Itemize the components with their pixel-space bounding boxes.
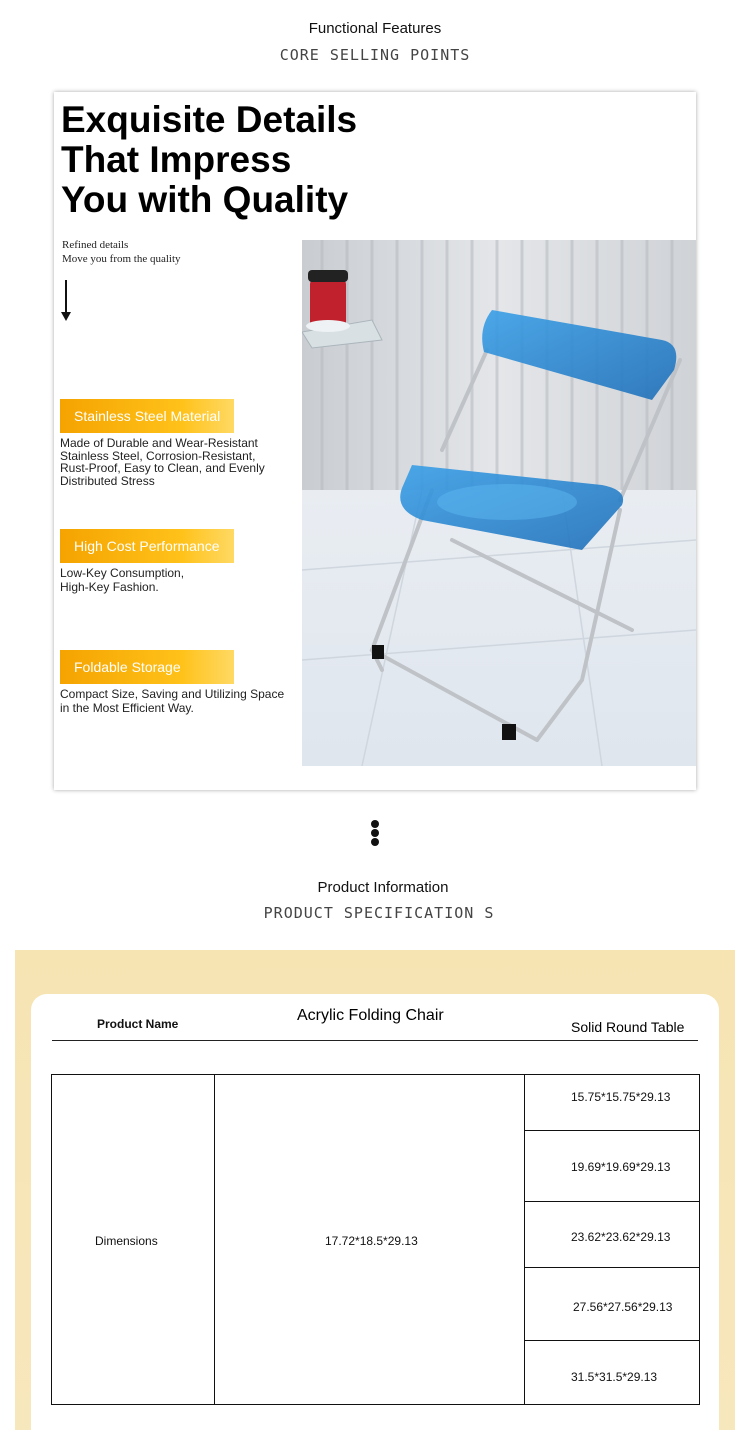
refined-line-1: Refined details bbox=[62, 239, 129, 251]
divider-dot-icon bbox=[371, 838, 379, 846]
info-subtitle: PRODUCT SPECIFICATION S bbox=[263, 904, 495, 922]
table-dimension-2: 19.69*19.69*29.13 bbox=[571, 1160, 671, 1174]
refined-line-2: Move you from the quality bbox=[62, 253, 181, 265]
desc-line: Compact Size, Saving and Utilizing Space bbox=[60, 687, 285, 701]
feature-label-cost: High Cost Performance bbox=[60, 529, 234, 563]
header-product-name: Product Name bbox=[97, 1017, 179, 1031]
headline bbox=[61, 100, 357, 220]
headline-line-1: Exquisite Details bbox=[61, 99, 358, 140]
table-dimension-1: 15.75*15.75*29.13 bbox=[571, 1090, 671, 1104]
table-dimension-5: 31.5*31.5*29.13 bbox=[571, 1370, 658, 1384]
features-title: Functional Features bbox=[308, 20, 442, 37]
feature-desc-stainless bbox=[60, 437, 296, 487]
feature-desc-cost bbox=[60, 567, 296, 594]
desc-line: in the Most Efficient Way. bbox=[60, 700, 194, 715]
chair-illustration bbox=[302, 240, 696, 766]
dimensions-label: Dimensions bbox=[95, 1234, 158, 1248]
down-arrow-head-icon bbox=[61, 312, 71, 321]
header-chair: Acrylic Folding Chair bbox=[297, 1007, 444, 1024]
header-divider bbox=[52, 1040, 698, 1041]
desc-line: Distributed Stress bbox=[60, 473, 155, 488]
chair-photo bbox=[302, 240, 696, 766]
header-table: Solid Round Table bbox=[571, 1019, 685, 1035]
desc-line: Low-Key Consumption, bbox=[60, 566, 185, 580]
headline-line-3: You with Quality bbox=[61, 179, 349, 220]
desc-line: Made of Durable and Wear-Resistant bbox=[60, 436, 258, 450]
headline-line-2: That Impress bbox=[61, 139, 292, 180]
divider-dot-icon bbox=[371, 829, 379, 837]
features-subtitle: CORE SELLING POINTS bbox=[279, 46, 471, 64]
feature-label-stainless: Stainless Steel Material bbox=[60, 399, 234, 433]
desc-line: Stainless Steel, Corrosion-Resistant, bbox=[60, 448, 256, 463]
divider-dot-icon bbox=[371, 820, 379, 828]
desc-line: Rust-Proof, Easy to Clean, and Evenly bbox=[60, 461, 265, 475]
info-title: Product Information bbox=[317, 879, 449, 896]
refined-details bbox=[62, 238, 181, 266]
feature-desc-foldable bbox=[60, 688, 296, 715]
desc-line: High-Key Fashion. bbox=[60, 579, 159, 594]
feature-label-foldable: Foldable Storage bbox=[60, 650, 234, 684]
down-arrow-icon bbox=[65, 280, 67, 316]
table-dimension-3: 23.62*23.62*29.13 bbox=[571, 1230, 671, 1244]
feature-card bbox=[54, 92, 696, 790]
table-dimension-4: 27.56*27.56*29.13 bbox=[573, 1300, 673, 1314]
chair-dimensions: 17.72*18.5*29.13 bbox=[325, 1234, 418, 1248]
